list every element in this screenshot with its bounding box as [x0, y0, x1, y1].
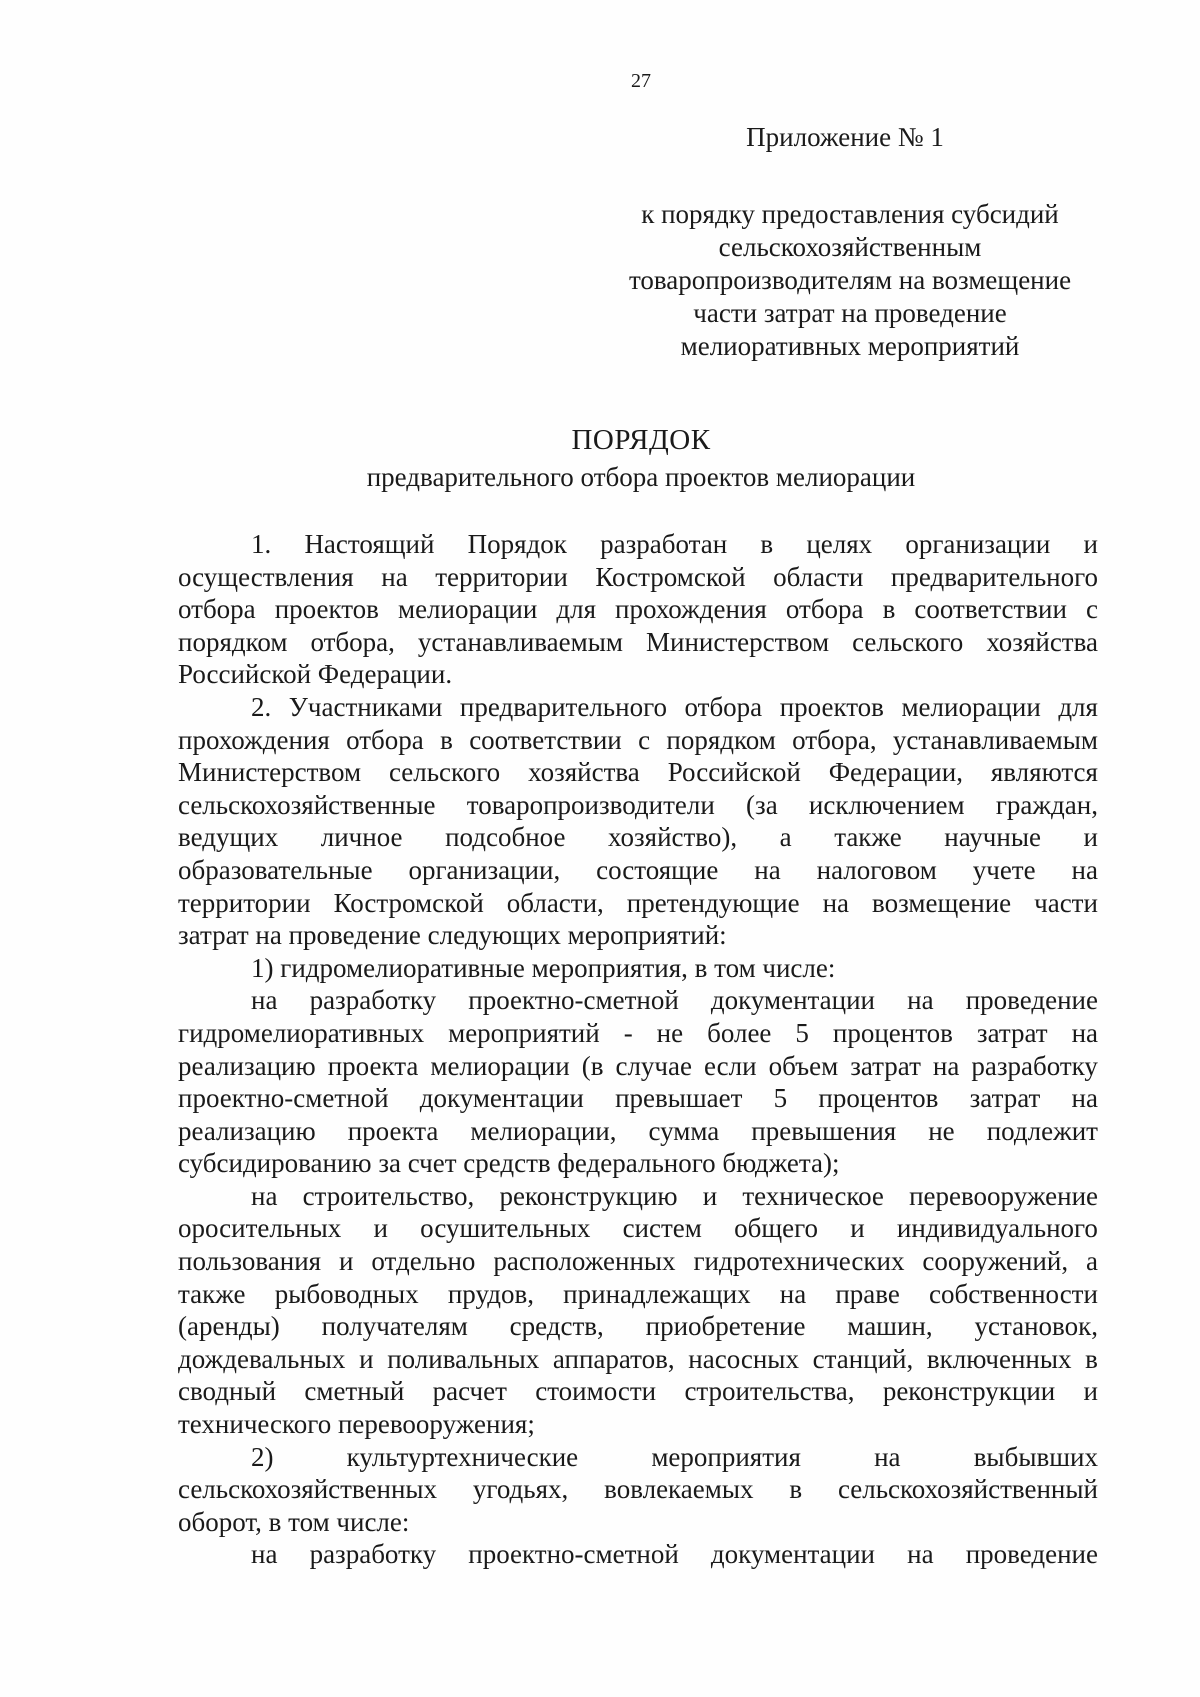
word: дождевальных [178, 1343, 346, 1374]
word: перевооружение [909, 1180, 1098, 1211]
word: рыбоводных [274, 1278, 419, 1309]
word: в [1085, 1343, 1098, 1374]
annex-subtitle-line: товаропроизводителям на возмещение [628, 265, 1072, 295]
word: мероприятия [651, 1441, 801, 1472]
word: для [1058, 691, 1098, 722]
word: систем [622, 1213, 702, 1244]
word: отбора [346, 724, 424, 755]
word: сельскохозяйственные [178, 789, 436, 820]
word: и [1083, 529, 1098, 559]
word: порядком [178, 626, 288, 657]
annex-subtitle-line: к порядку предоставления субсидий [641, 199, 1059, 229]
word: подсобное [445, 822, 566, 853]
text-line [178, 1473, 1098, 1506]
word: мелиорации, [470, 1115, 617, 1146]
word: сумма [648, 1115, 720, 1146]
word: на [251, 985, 278, 1016]
word: проекта [347, 1115, 439, 1146]
text-line [178, 1212, 1098, 1245]
word: порядком [666, 724, 776, 755]
word: состоящие [596, 854, 719, 885]
word: строительство, [302, 1180, 475, 1211]
word: возмещение [872, 887, 1012, 918]
word: не [656, 1017, 684, 1048]
word: проектно-сметной [178, 1083, 389, 1114]
document-title: ПОРЯДОК [571, 424, 711, 456]
text-line [178, 821, 1098, 854]
word: прохождения [615, 594, 767, 625]
word: установок, [974, 1311, 1098, 1342]
word: предварительного [459, 691, 667, 722]
word: реконструкции [882, 1376, 1056, 1407]
word: разработку [309, 1539, 437, 1570]
text-line [178, 854, 1098, 887]
annex-subtitle-line: мелиоративных мероприятий [680, 331, 1020, 361]
word: оросительных [178, 1213, 342, 1244]
word: затрат [969, 1083, 1041, 1114]
word: Порядок [467, 529, 567, 559]
text-line: оборот, в том числе: [178, 1506, 410, 1537]
word: 5 [795, 1017, 809, 1048]
body-text [178, 528, 1098, 1571]
text-line [178, 1278, 1098, 1311]
word: на [874, 1441, 901, 1472]
word: отдельно [371, 1246, 476, 1277]
word: выбывших [973, 1441, 1098, 1472]
word: проектов [274, 594, 379, 625]
word: 5 [773, 1083, 788, 1114]
word: а [1086, 1246, 1098, 1277]
word: и [702, 1180, 718, 1211]
word: принадлежащих [563, 1278, 751, 1309]
word: в [760, 529, 774, 559]
word: гидромелиоративных [178, 1017, 425, 1048]
word: осушительных [420, 1213, 591, 1244]
word: личное [320, 822, 403, 853]
text-line [178, 756, 1098, 789]
word: налоговом [816, 854, 937, 885]
word: сельского [388, 757, 501, 788]
word: и [1083, 1376, 1098, 1407]
word: пользования [178, 1246, 322, 1277]
word: праве [835, 1278, 900, 1309]
word: отбора [785, 594, 864, 625]
word: соответствии [914, 594, 1067, 625]
text-line: субсидированию за счет средств федерального бюджета); [178, 1148, 840, 1179]
word: сооружений, [922, 1246, 1069, 1277]
word: включенных [926, 1343, 1072, 1374]
word: проекта [327, 1050, 419, 1081]
word: затрат [850, 1050, 921, 1081]
word: не [928, 1115, 955, 1146]
word: ведущих [178, 822, 279, 853]
word: мероприятий [448, 1017, 600, 1048]
word: на [907, 1539, 934, 1570]
word: аппаратов, [552, 1343, 675, 1374]
word: мелиорации [901, 691, 1041, 722]
word: на [251, 1180, 278, 1211]
text-line [178, 561, 1098, 594]
word: проектно-сметной [468, 1539, 679, 1570]
word: поливальных [387, 1343, 540, 1374]
word: в [882, 594, 896, 625]
word: подлежит [986, 1115, 1098, 1146]
word: на [1071, 1083, 1098, 1114]
word: мелиорации [397, 594, 538, 625]
text-line [178, 1538, 1098, 1571]
word: Министерством [178, 757, 362, 788]
word: являются [990, 757, 1098, 788]
word: прохождения [178, 724, 330, 755]
word: расположенных [493, 1246, 676, 1277]
text-line: 1) гидромелиоративные мероприятия, в том числе: [251, 952, 836, 983]
text-line [178, 1082, 1098, 1115]
text-line [178, 1375, 1098, 1408]
word: получателям [321, 1311, 468, 1342]
word: области [773, 561, 864, 592]
text-line [178, 1310, 1098, 1343]
word: устанавливаемым [417, 626, 623, 657]
word: отбора, [792, 724, 877, 755]
word: разработку [971, 1050, 1098, 1081]
word: отбора [178, 594, 256, 625]
word: проектно-сметной [468, 985, 679, 1016]
word: машин, [847, 1311, 933, 1342]
word: части [1034, 887, 1098, 918]
word: области, [506, 887, 604, 918]
word: - [623, 1017, 633, 1048]
word: насосных [688, 1343, 799, 1374]
word: процентов [818, 1083, 939, 1114]
word: на [1071, 1017, 1098, 1048]
word: реализацию [178, 1115, 316, 1146]
text-line [178, 1180, 1098, 1213]
annex-subtitle-line: части затрат на проведение [693, 298, 1007, 328]
text-line [178, 626, 1098, 659]
word: и [339, 1246, 354, 1277]
word: Настоящий [304, 529, 435, 559]
word: в [789, 1474, 803, 1505]
word: индивидуального [896, 1213, 1098, 1244]
word: исключением [808, 789, 965, 820]
word: сельского [852, 626, 964, 657]
word: (за [746, 789, 778, 820]
word: на [1071, 854, 1098, 885]
word: организации, [408, 854, 561, 885]
word: затрат [976, 1017, 1048, 1048]
text-line [178, 887, 1098, 920]
word: предварительного [890, 561, 1098, 592]
word: на [251, 1539, 278, 1570]
word: вовлекаемых [604, 1474, 754, 1505]
annex-title: Приложение № 1 [746, 122, 944, 152]
text-line [178, 593, 1098, 626]
word: 2) [251, 1441, 274, 1472]
word: 2. [251, 691, 272, 722]
word: для [556, 594, 596, 625]
word: 1. [251, 529, 272, 559]
word: с [638, 724, 651, 755]
annex-subtitle [600, 198, 1100, 363]
word: Федерации, [828, 757, 963, 788]
word: проведение [965, 1539, 1098, 1570]
word: случае [615, 1050, 692, 1081]
text-line: Российской Федерации. [178, 659, 453, 690]
word: и [850, 1213, 865, 1244]
word: соответствии [469, 724, 622, 755]
word: хозяйства [528, 757, 640, 788]
word: объем [768, 1050, 839, 1081]
word: собственности [929, 1278, 1098, 1309]
word: превышает [615, 1083, 743, 1114]
word: отбора, [310, 626, 395, 657]
word: на [779, 1278, 807, 1309]
word: документации [710, 985, 875, 1016]
word: реализацию [178, 1050, 316, 1081]
word: разработку [309, 985, 437, 1016]
word: территории [178, 887, 311, 918]
word: научные [944, 822, 1041, 853]
text-line [178, 1441, 1098, 1474]
word: образовательные [178, 854, 373, 885]
word: целях [806, 529, 873, 559]
text-line [178, 984, 1098, 1017]
word: товаропроизводители [466, 789, 715, 820]
word: устанавливаемым [892, 724, 1098, 755]
word: (в [581, 1050, 604, 1081]
word: Костромской [333, 887, 484, 918]
word: техническое [742, 1180, 884, 1211]
word: а [779, 822, 792, 853]
word: приобретение [645, 1311, 806, 1342]
word: сводный [178, 1376, 277, 1407]
word: проведение [965, 985, 1098, 1016]
word: строительства, [684, 1376, 855, 1407]
word: станций, [812, 1343, 914, 1374]
text-line [178, 789, 1098, 822]
word: на [754, 854, 781, 885]
document-subtitle: предварительного отбора проектов мелиорации [366, 462, 916, 492]
word: также [834, 822, 902, 853]
word: стоимости [535, 1376, 657, 1407]
word: осуществления [178, 561, 354, 592]
word: общего [734, 1213, 819, 1244]
word: гидротехнических [693, 1246, 905, 1277]
text-line [178, 1115, 1098, 1148]
word: также [178, 1278, 246, 1309]
word: процентов [832, 1017, 953, 1048]
word: на [822, 887, 850, 918]
word: хозяйство), [608, 822, 738, 853]
text-line: затрат на проведение следующих мероприятий: [178, 920, 727, 951]
word: реконструкцию [499, 1180, 678, 1211]
word: отбора [684, 691, 763, 722]
word: организации [905, 529, 1051, 559]
word: разработан [600, 529, 728, 559]
page-number: 27 [631, 70, 651, 92]
word: документации [710, 1539, 875, 1570]
word: на [907, 985, 934, 1016]
word: территории [435, 561, 568, 592]
word: если [704, 1050, 757, 1081]
word: документации [419, 1083, 584, 1114]
word: в [440, 724, 453, 755]
text-line [178, 691, 1098, 724]
word: Костромской [595, 561, 746, 592]
word: превышения [751, 1115, 897, 1146]
word: сметный [304, 1376, 405, 1407]
word: мелиорации [430, 1050, 570, 1081]
word: культуртехнические [346, 1441, 579, 1472]
annex-subtitle-line: сельскохозяйственным [718, 232, 982, 262]
word: сельскохозяйственный [837, 1474, 1098, 1505]
word: на [381, 561, 408, 592]
word: учете [972, 854, 1036, 885]
word: граждан, [995, 789, 1098, 820]
word: Министерством [645, 626, 830, 657]
word: Участниками [288, 691, 443, 722]
word: (аренды) [178, 1311, 280, 1342]
word: более [707, 1017, 772, 1048]
text-line [178, 1343, 1098, 1376]
text-line [178, 1017, 1098, 1050]
word: и [1083, 822, 1098, 853]
word: на [932, 1050, 960, 1081]
word: расчет [432, 1376, 507, 1407]
word: сельскохозяйственных [178, 1474, 438, 1505]
word: с [1086, 594, 1098, 625]
word: хозяйства [986, 626, 1098, 657]
text-line [178, 724, 1098, 757]
word: прудов, [447, 1278, 534, 1309]
word: проектов [779, 691, 884, 722]
text-line [178, 1050, 1098, 1083]
word: и [359, 1343, 374, 1374]
text-line [178, 1245, 1098, 1278]
word: угодьях, [472, 1474, 569, 1505]
word: Российской [667, 757, 801, 788]
text-line: технического перевооружения; [178, 1409, 535, 1440]
word: и [373, 1213, 388, 1244]
word: средств, [509, 1311, 604, 1342]
word: претендующие [626, 887, 800, 918]
text-line [178, 528, 1098, 561]
